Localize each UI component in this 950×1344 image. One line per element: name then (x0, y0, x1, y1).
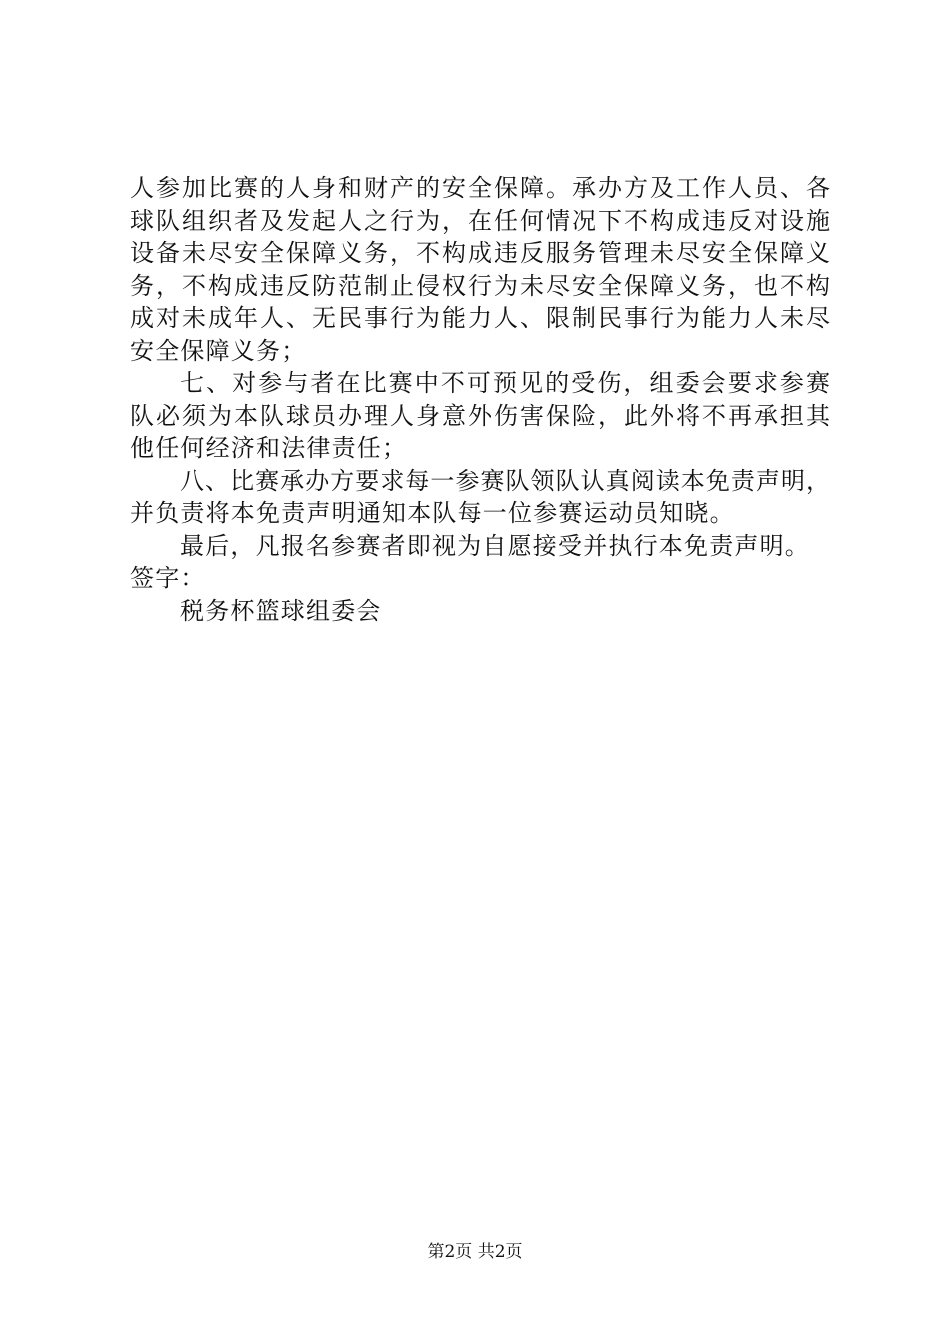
organizer-name: 税务杯篮球组委会 (180, 596, 382, 625)
closing-paragraph-line: 最后，凡报名参赛者即视为自愿接受并执行本免责声明。 (180, 531, 810, 560)
text-line: 务，不构成违反防范制止侵权行为未尽安全保障义务，也不构 (130, 271, 830, 300)
text-line: 安全保障义务； (130, 336, 307, 365)
text-line: 人参加比赛的人身和财产的安全保障。承办方及工作人员、各 (130, 174, 830, 202)
text-line: 球队组织者及发起人之行为，在任何情况下不构成违反对设施 (130, 206, 830, 235)
document-body (130, 172, 830, 627)
paragraph-eight-line: 八、比赛承办方要求每一参赛队领队认真阅读本免责声明， (180, 466, 830, 495)
page-number-footer: 第2页 共2页 (427, 1242, 523, 1262)
text-line: 成对未成年人、无民事行为能力人、限制民事行为能力人未尽 (130, 304, 830, 332)
text-line: 并负责将本免责声明通知本队每一位参赛运动员知晓。 (130, 499, 735, 527)
text-line: 他任何经济和法律责任； (130, 434, 408, 462)
text-line: 设备未尽安全保障义务，不构成违反服务管理未尽安全保障义 (130, 239, 830, 267)
signature-label: 签字： (130, 564, 206, 592)
text-line: 队必须为本队球员办理人身意外伤害保险，此外将不再承担其 (130, 401, 830, 430)
paragraph-seven-line: 七、对参与者在比赛中不可预见的受伤，组委会要求参赛 (180, 369, 830, 397)
